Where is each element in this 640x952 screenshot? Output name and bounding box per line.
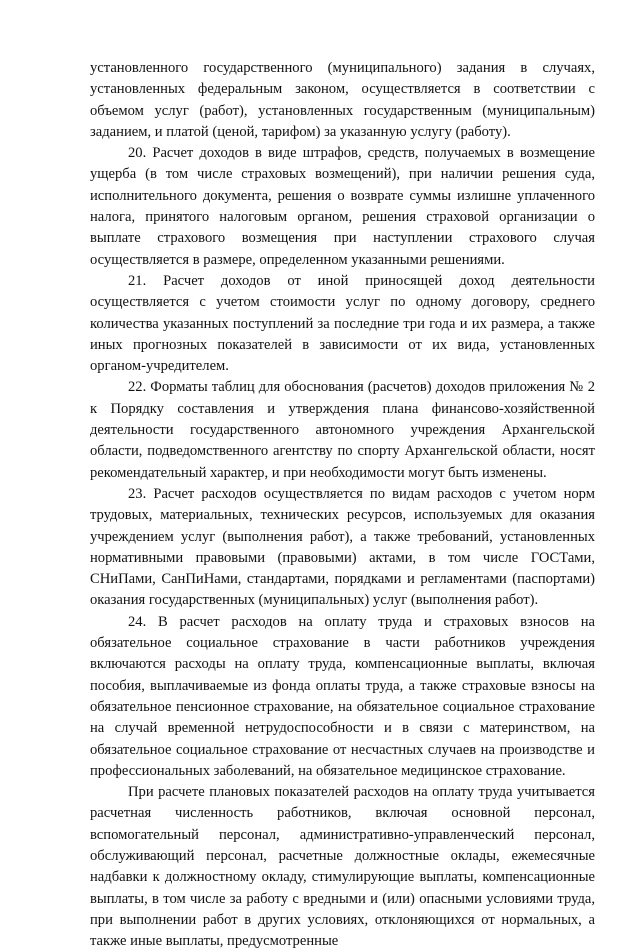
- paragraph-21: 21. Расчет доходов от иной приносящей доход деятельности осуществляется с учетом стоимости услуг по одному договору, среднего количества указанных поступлений за последние три года и их размера, а также иных прогнозных показателей в зависимости от их вида, установленных органом-учредителем.: [90, 272, 595, 375]
- paragraph-24: 24. В расчет расходов на оплату труда и страховых взносов на обязательное социальное страхование в части работников учреждения включаются расходы на оплату труда, компенсационные выплаты, включая пособия, выплачиваемые из фонда оплаты труда, а также страховые взносы на обязательное пенсионное страхование, на обязательное социальное страхование на случай временной нетрудоспособности и в связи с материнством, на обязательное социальное страхование от несчастных случаев на производстве и профессиональных заболеваний, на обязательное медицинское страхование.: [90, 613, 595, 779]
- paragraph-23: 23. Расчет расходов осуществляется по видам расходов с учетом норм трудовых, материальных, технических ресурсов, используемых для оказания учреждением услуг (выполнения работ), а также требований, установленных нормативными правовыми (правовыми) актами, в том числе ГОСТами, СНиПами, СанПиНами, стандартами, порядками и регламентами (паспортами) оказания государственных (муниципальных) услуг (выполнения работ).: [90, 485, 595, 609]
- paragraph-continuation: установленного государственного (муниципального) задания в случаях, установленных федеральным законом, осуществляется в соответствии с объемом услуг (работ), установленных государственным (муниципальным) заданием, и платой (ценой, тарифом) за указанную услугу (работу).: [90, 60, 595, 140]
- paragraph-20: 20. Расчет доходов в виде штрафов, средств, получаемых в возмещение ущерба (в том числе страховых возмещений), при наличии решения суда, исполнительного документа, решения о возврате суммы излишне уплаченного налога, принятого налоговым органом, решения страховой организации о выплате страхового возмещения при наступлении страхового случая осуществляется в размере, определенном указанными решениями.: [90, 145, 595, 268]
- document-page: [90, 58, 595, 952]
- paragraph-payroll-calculation: При расчете плановых показателей расходов на оплату труда учитывается расчетная численность работников, включая основной персонал, вспомогательный персонал, административно-управленческий персонал, обслуживающий персонал, расчетные должностные оклады, ежемесячные надбавки к должностному окладу, стимулирующие выплаты, компенсационные выплаты, в том числе за работу с вредными и (или) опасными условиями труда, при выполнении работ в других условиях, отклоняющихся от нормальных, а также иные выплаты, предусмотренные: [90, 784, 595, 950]
- paragraph-22: 22. Форматы таблиц для обоснования (расчетов) доходов приложения № 2 к Порядку составления и утверждения плана финансово-хозяйственной деятельности государственного автономного учреждения Архангельской области, подведомственного агентству по спорту Архангельской области, носят рекомендательный характер, и при необходимости могут быть изменены.: [90, 379, 595, 481]
